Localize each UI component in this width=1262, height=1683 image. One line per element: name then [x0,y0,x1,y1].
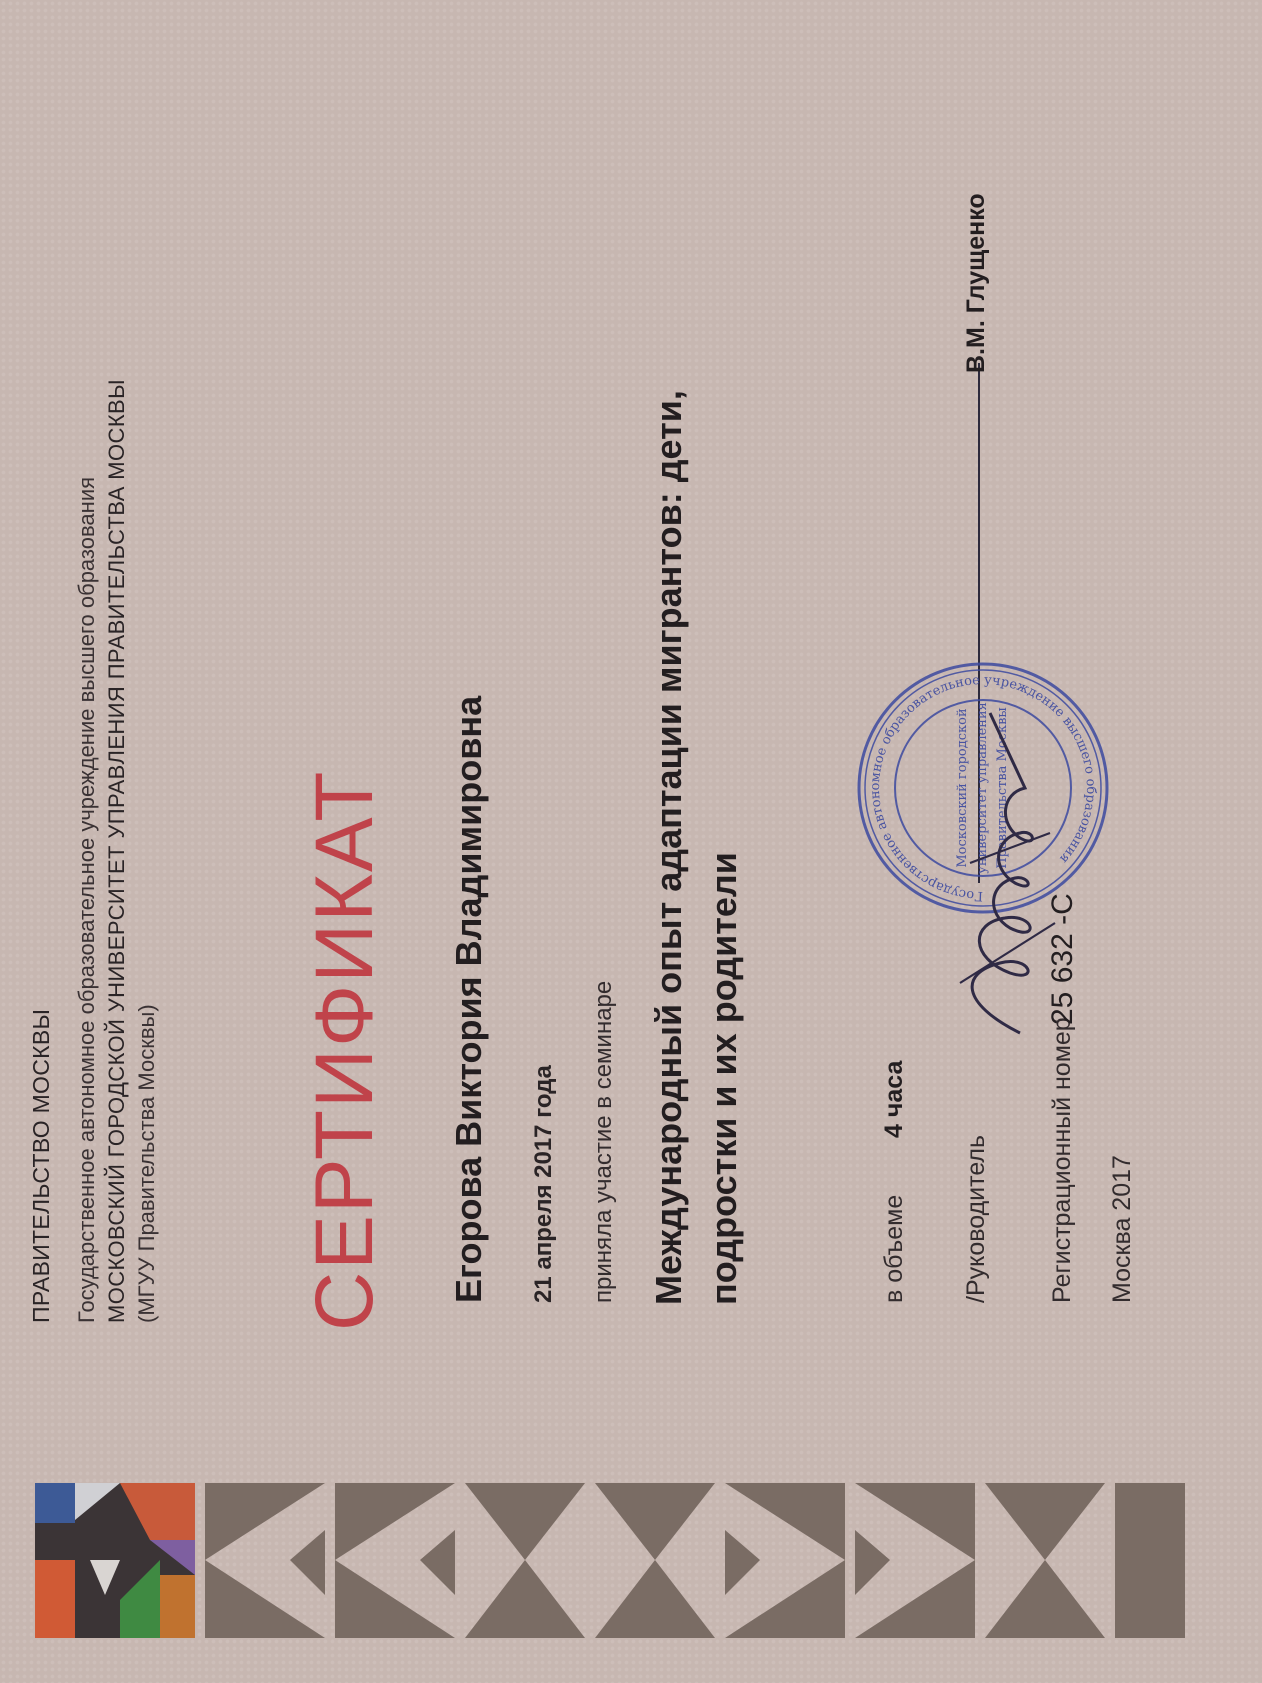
volume-label: в объеме [880,1194,908,1303]
organization-line-3: (МГУУ Правительства Москвы) [134,1004,159,1323]
registration-number: 25 632 -С [1046,893,1079,1025]
stamp-center-line-3: Правительства Москвы [995,707,1010,869]
city-year: Москва 2017 [1108,1155,1136,1303]
stamp-ring-text: Государственное автономное образовательное учреждение высшего образования [867,672,1099,904]
event-date: 21 апреля 2017 года [530,1065,557,1303]
certificate-title: СЕРТИФИКАТ [299,769,390,1331]
organization-line-1: Государственное автономное образовательное учреждение высшего образования [74,476,99,1323]
seminar-title-line-1: Международный опыт адаптации мигрантов: дети, [648,390,689,1305]
organization-line-2: МОСКОВСКИЙ ГОРОДСКОЙ УНИВЕРСИТЕТ УПРАВЛЕНИЯ ПРАВИТЕЛЬСТВА МОСКВЫ [104,378,129,1323]
volume-value: 4 часа [880,1060,908,1138]
registration-label: Регистрационный номер [1048,1017,1076,1303]
recipient-name: Егорова Виктория Владимировна [448,695,489,1303]
seminar-title-line-2: подростки и их родители [703,852,744,1305]
government-header: ПРАВИТЕЛЬСТВО МОСКВЫ [28,1008,54,1323]
head-label: /Руководитель [962,1134,990,1303]
signature [940,683,1070,1043]
stamp-center-line-1: Московский городской [955,708,970,868]
participation-text: приняла участие в семинаре [590,980,617,1303]
head-name: В.М. Глущенко [962,193,990,373]
stamp-center-line-2: университет управления [975,702,990,874]
